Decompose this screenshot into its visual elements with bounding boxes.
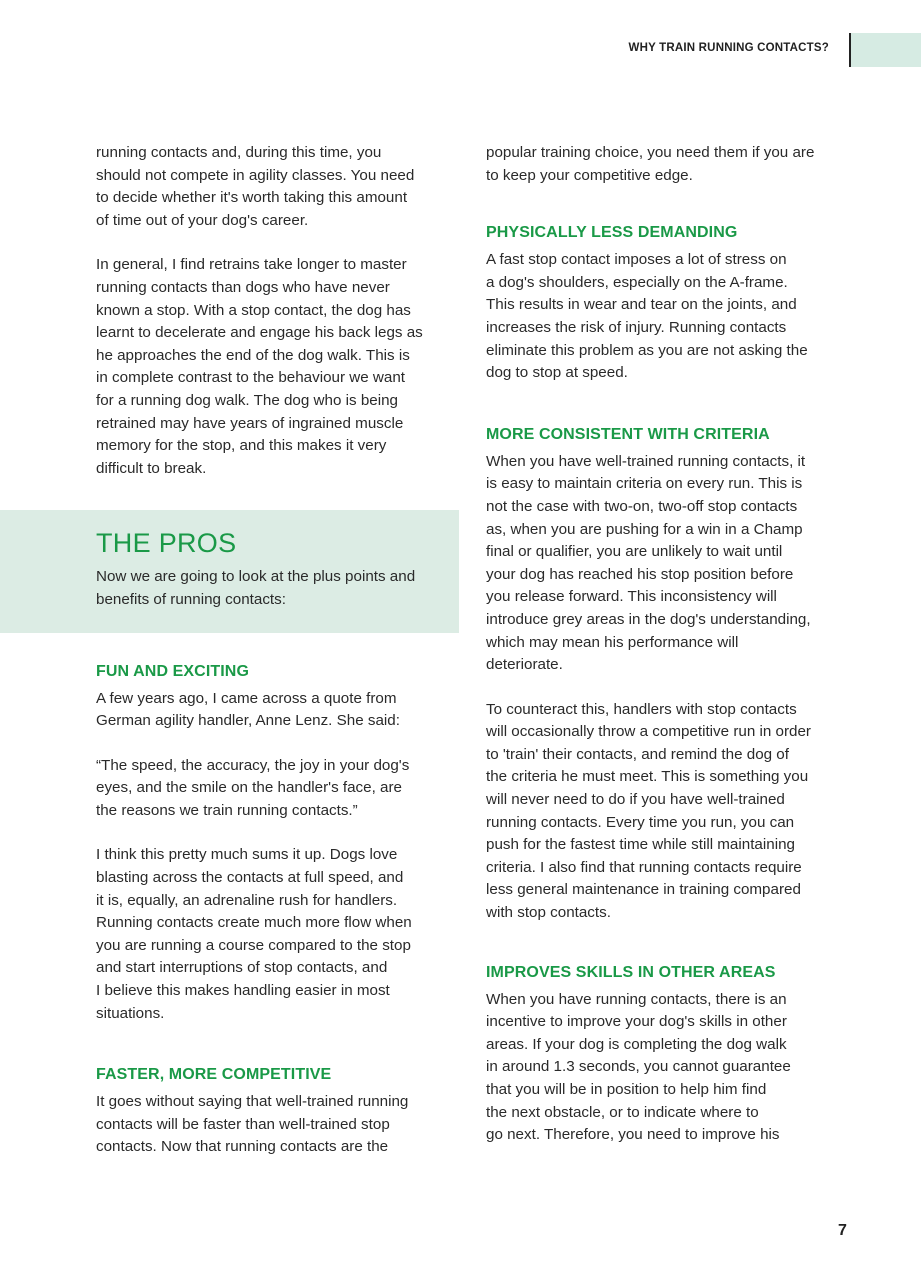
text-line: When you have running contacts, there is an (486, 990, 787, 1008)
text-line: It goes without saying that well-trained running (96, 1093, 409, 1111)
text-line: blasting across the contacts at full speed, and (96, 869, 404, 887)
text-line: a dog's shoulders, especially on the A-frame. (486, 273, 788, 291)
text-line: learnt to decelerate and engage his back legs as (96, 324, 423, 342)
paragraph (486, 989, 851, 1147)
text-line: to decide whether it's worth taking this amount (96, 189, 408, 207)
text-line: running contacts and, during this time, you (96, 144, 382, 161)
text-line: less general maintenance in training compared (486, 881, 801, 899)
text-line: I think this pretty much sums it up. Dogs love (96, 846, 398, 864)
section-heading: PHYSICALLY LESS DEMANDING (486, 224, 738, 242)
text-line: benefits of running contacts: (96, 590, 286, 608)
text-line: not the case with two-on, two-off stop contacts (486, 497, 798, 515)
paragraph (96, 688, 461, 733)
text-line: running contacts than dogs who have never (96, 278, 390, 296)
text-line: eliminate this problem as you are not asking the (486, 341, 808, 359)
text-line: “The speed, the accuracy, the joy in your dog's (96, 756, 410, 774)
text-line: the criteria he must meet. This is something you (486, 768, 809, 786)
text-line: popular training choice, you need them if you are (486, 144, 815, 161)
text-line: should not compete in agility classes. You need (96, 166, 415, 184)
text-line: with stop contacts. (486, 904, 611, 922)
header-color-tab (851, 33, 921, 67)
text-line: you are running a course compared to the stop (96, 936, 411, 954)
text-line: to keep your competitive edge. (486, 166, 693, 184)
text-line: as, when you are pushing for a win in a Champ (486, 520, 803, 538)
text-line: A few years ago, I came across a quote from (96, 689, 397, 707)
text-line: I believe this makes handling easier in most (96, 982, 390, 1000)
section-heading: FUN AND EXCITING (96, 662, 250, 680)
text-line: contacts. Now that running contacts are the (96, 1138, 389, 1156)
text-line: When you have well-trained running contacts, it (486, 452, 806, 470)
page-number: 7 (838, 1222, 847, 1239)
paragraph (96, 254, 461, 480)
text-line: you release forward. This inconsistency will (486, 588, 777, 606)
text-line: your dog has reached his stop position before (486, 565, 794, 583)
text-line: retrained may have years of ingrained muscle (96, 414, 404, 432)
text-line: Running contacts create much more flow when (96, 914, 412, 932)
text-line: go next. Therefore, you need to improve his (486, 1126, 780, 1144)
left-column (96, 142, 461, 1159)
text-line: push for the fastest time while still maintaining (486, 836, 795, 854)
text-line: deteriorate. (486, 656, 563, 674)
text-line: will occasionally throw a competitive run in order (486, 723, 811, 741)
text-line: for a running dog walk. The dog who is being (96, 391, 398, 409)
paragraph (96, 1091, 461, 1159)
text-line: German agility handler, Anne Lenz. She said: (96, 712, 400, 730)
text-line: areas. If your dog is completing the dog walk (486, 1035, 787, 1053)
text-line: is easy to maintain criteria on every run. This is (486, 475, 803, 493)
text-line: increases the risk of injury. Running contacts (486, 318, 787, 336)
text-line: known a stop. With a stop contact, the dog has (96, 301, 411, 319)
text-line: In general, I find retrains take longer to master (96, 256, 407, 274)
section-heading: FASTER, MORE COMPETITIVE (96, 1066, 332, 1084)
text-line: This results in wear and tear on the joints, and (486, 296, 797, 314)
text-line: which may mean his performance will (486, 633, 739, 651)
text-line: final or qualifier, you are unlikely to wait until (486, 543, 783, 561)
text-line: situations. (96, 1004, 165, 1022)
pros-section-title: THE PROS (96, 528, 237, 559)
text-line: eyes, and the smile on the handler's face, are (96, 779, 402, 797)
text-line: the next obstacle, or to indicate where to (486, 1103, 759, 1121)
text-line: the reasons we train running contacts.” (96, 801, 358, 819)
text-line: in around 1.3 seconds, you cannot guarantee (486, 1058, 791, 1076)
quote-paragraph (96, 755, 461, 823)
paragraph (96, 844, 461, 1025)
paragraph (486, 142, 851, 187)
text-line: of time out of your dog's career. (96, 211, 309, 229)
text-line: difficult to break. (96, 459, 207, 477)
paragraph (96, 142, 461, 232)
text-line: that you will be in position to help him find (486, 1081, 767, 1098)
text-line: he approaches the end of the dog walk. This is (96, 346, 410, 364)
pros-intro-paragraph (96, 566, 461, 611)
paragraph (486, 249, 851, 385)
section-heading: IMPROVES SKILLS IN OTHER AREAS (486, 963, 776, 981)
paragraph (486, 699, 851, 925)
text-line: A fast stop contact imposes a lot of stress on (486, 251, 787, 269)
section-heading: MORE CONSISTENT WITH CRITERIA (486, 425, 770, 443)
text-line: in complete contrast to the behaviour we want (96, 369, 405, 387)
text-line: criteria. I also find that running contacts require (486, 858, 802, 876)
text-line: will never need to do if you have well-trained (486, 791, 785, 809)
text-line: memory for the stop, and this makes it very (96, 437, 387, 455)
text-line: Now we are going to look at the plus points and (96, 568, 416, 586)
text-line: dog to stop at speed. (486, 364, 628, 382)
text-line: contacts will be faster than well-trained stop (96, 1115, 390, 1133)
text-line: and start interruptions of stop contacts, and (96, 959, 388, 977)
right-column (486, 142, 851, 1147)
text-line: To counteract this, handlers with stop contacts (486, 700, 797, 718)
paragraph (486, 451, 851, 677)
text-line: to 'train' their contacts, and remind the dog of (486, 745, 789, 763)
text-line: incentive to improve your dog's skills in other (486, 1013, 787, 1031)
text-line: it is, equally, an adrenaline rush for handlers. (96, 891, 398, 909)
text-line: running contacts. Every time you run, you can (486, 813, 795, 831)
text-line: introduce grey areas in the dog's understanding, (486, 610, 811, 628)
running-header: WHY TRAIN RUNNING CONTACTS? (628, 42, 829, 54)
